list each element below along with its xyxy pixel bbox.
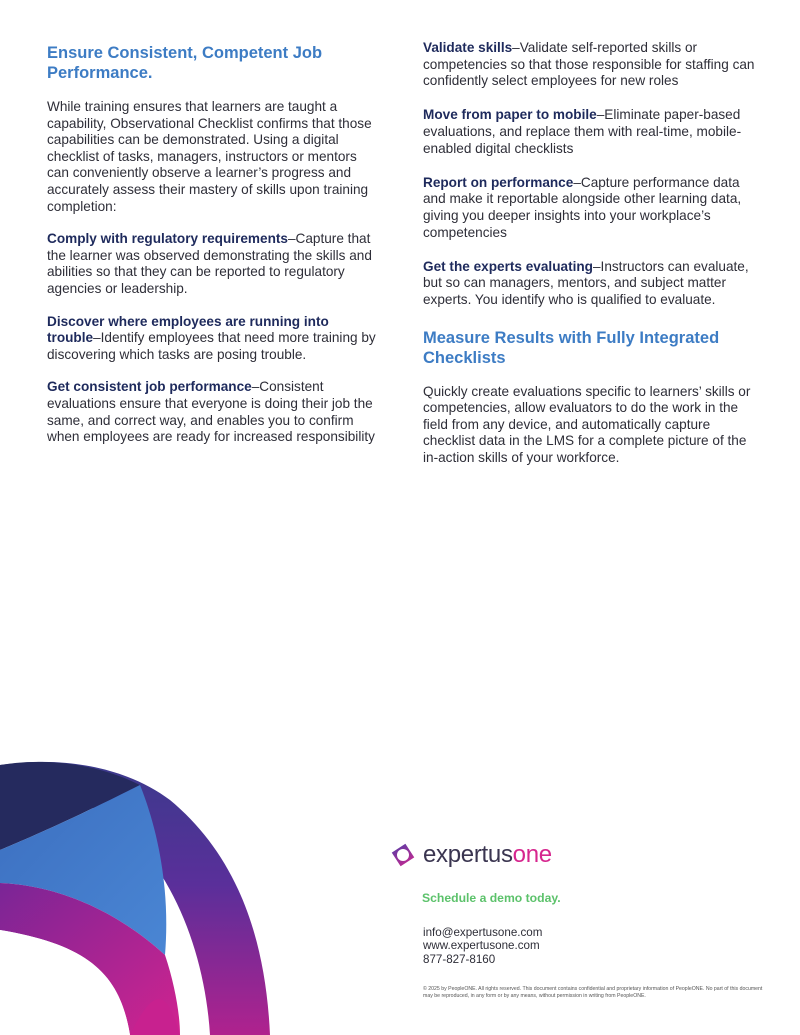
benefit-item xyxy=(47,379,377,445)
section-heading-measure-results: Measure Results with Fully Integrated Checklists xyxy=(423,328,720,367)
benefit-text: –Consistent evaluations ensure that everyone is doing their job the same, and correct way, and enables you to confirm when employees are ready for increased responsibility xyxy=(47,379,375,445)
benefit-title: Comply with regulatory requirements xyxy=(47,231,288,247)
legal-notice: © 2025 by PeopleONE. All rights reserved. This document contains confidential and proprietary information of PeopleONE. No part of this document may be reproduced, in any form or by any means, without permission in writing from PeopleONE. xyxy=(423,986,763,999)
logo-wordmark-part1: expertus xyxy=(423,841,513,868)
section-heading-consistent-performance: Ensure Consistent, Competent Job Performance. xyxy=(47,44,323,82)
benefit-text: –Capture that the learner was observed demonstrating the skills and abilities so that they can be reported to regulatory agencies or leadership. xyxy=(47,231,372,296)
contact-phone: 877-827-8160 xyxy=(423,952,496,966)
expertusone-logo-icon xyxy=(390,842,416,868)
benefit-text: –Validate self-reported skills or competencies so that those responsible for staffing can confidently select employees for new roles xyxy=(423,40,755,89)
benefit-text: –Identify employees that need more training by discovering which tasks are posing trouble. xyxy=(47,330,376,362)
logo-wordmark-part2: one xyxy=(512,841,552,868)
schedule-demo-cta[interactable]: Schedule a demo today. xyxy=(422,891,561,905)
benefit-title: Get consistent job performance xyxy=(47,379,252,395)
benefit-title: Move from paper to mobile xyxy=(423,107,597,123)
contact-email[interactable]: info@expertusone.com xyxy=(423,926,543,939)
benefit-title: Get the experts evaluating xyxy=(423,258,593,274)
benefit-text: –Capture performance data and make it reportable alongside other learning data, giving you deeper insights into your workplace’s competencies xyxy=(423,174,742,240)
contact-info xyxy=(423,926,542,966)
decorative-swirl-graphic xyxy=(0,755,290,1035)
contact-website[interactable]: www.expertusone.com xyxy=(423,939,540,953)
benefit-item xyxy=(47,314,377,364)
intro-paragraph: While training ensures that learners are taught a capability, Observational Checklist confirms that those capabilities can be demonstrated. Using a digital checklist of tasks, managers, instructors or mentors can conveniently observe a learner’s progress and accurately assess their mastery of skills upon training completion: xyxy=(47,99,372,214)
benefit-item xyxy=(47,231,377,297)
benefit-item xyxy=(423,40,763,90)
benefit-text: –Instructors can evaluate, but so can managers, mentors, and subject matter experts. You identify who is qualified to evaluate. xyxy=(423,258,749,307)
measure-results-paragraph: Quickly create evaluations specific to learners’ skills or competencies, allow evaluators to do the work in the field from any device, and automatically capture checklist data in the LMS for a complete picture of the in-action skills of your workforce. xyxy=(423,383,751,465)
benefit-item xyxy=(423,175,763,241)
left-column xyxy=(47,40,377,446)
benefit-item xyxy=(423,259,763,309)
benefit-text: –Eliminate paper-based evaluations, and replace them with real-time, mobile-enabled digital checklists xyxy=(423,107,742,156)
logo-wordmark xyxy=(423,841,552,869)
benefit-item xyxy=(423,107,763,157)
benefit-title: Report on performance xyxy=(423,174,574,190)
benefit-title: Discover where employees are running into trouble xyxy=(47,313,329,346)
expertusone-logo xyxy=(390,839,552,871)
right-column xyxy=(423,40,763,466)
benefit-title: Validate skills xyxy=(423,40,513,55)
